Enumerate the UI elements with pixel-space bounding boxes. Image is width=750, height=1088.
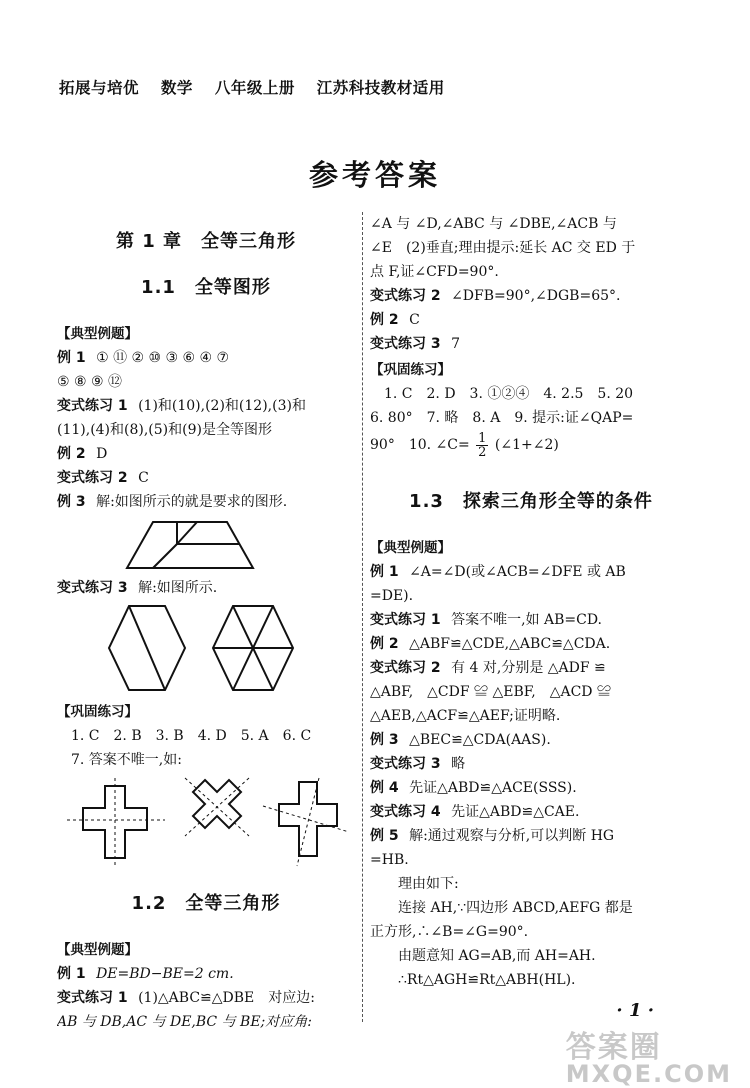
answer-line: [370, 430, 692, 460]
page-title: 参考答案: [308, 158, 441, 192]
watermark-text: 答案圈: [565, 1030, 662, 1065]
answer-text: (1)△ABC≌△DBE 对应边:: [138, 990, 315, 1006]
answer-line: [57, 986, 355, 1010]
answer-text: 先证△ABD≌△CAE.: [451, 804, 580, 820]
answer-line: ∠E (2)垂直;理由提示:延长 AC 交 ED 于: [370, 240, 636, 256]
answer-line: [370, 608, 692, 632]
header-subject: 数学: [160, 79, 193, 97]
answer-text: 有 4 对,分别是 △ADF ≌: [451, 660, 606, 676]
answer-text: 略: [451, 756, 466, 772]
watermark-url: MXQE.COM: [565, 1060, 732, 1088]
section-title-1-3: 1.3 探索三角形全等的条件: [409, 491, 653, 512]
answer-text: 90° 10. ∠C=: [370, 437, 470, 453]
answer-text: (1)和(10),(2)和(12),(3)和: [138, 398, 306, 414]
answer-label: 变式练习 1: [57, 990, 128, 1006]
answer-line: [57, 346, 355, 370]
answer-text: △BEC≌△CDA(AAS).: [409, 732, 551, 748]
answer-text: 解:如图所示.: [138, 580, 218, 596]
answer-label: 例 3: [370, 732, 399, 748]
trapezoid-figure: [57, 518, 355, 572]
answer-label: 变式练习 2: [57, 470, 128, 486]
answer-line: =HB.: [370, 852, 409, 868]
answer-line: [57, 394, 355, 418]
answer-line: [57, 962, 355, 986]
answer-line: 正方形,∴∠B=∠G=90°.: [370, 924, 529, 940]
answer-line: =DE).: [370, 588, 414, 604]
fraction: [476, 432, 488, 459]
answer-line: [370, 800, 692, 824]
answer-line: [370, 752, 692, 776]
answer-line: 理由如下:: [398, 876, 459, 892]
answer-line: 点 F,证∠CFD=90°.: [370, 264, 499, 280]
block-heading: 【巩固练习】: [370, 362, 451, 378]
answer-line: [57, 576, 355, 600]
page-number: · 1 ·: [616, 1000, 654, 1021]
answer-line: [57, 1010, 355, 1034]
answer-line: ∴Rt△AGH≌Rt△ABH(HL).: [398, 972, 576, 988]
answer-label: 变式练习 2: [370, 288, 441, 304]
answer-line: [370, 632, 692, 656]
answer-line: △AEB,△ACF≌△AEF;证明略.: [370, 708, 561, 724]
answer-label: 变式练习 3: [57, 580, 128, 596]
answer-text: 7: [451, 336, 460, 352]
header-book: 拓展与培优: [59, 79, 140, 97]
left-column: [57, 212, 355, 1034]
block-heading: 【典型例题】: [370, 540, 451, 556]
answer-label: 例 4: [370, 780, 399, 796]
answer-label: 变式练习 3: [370, 336, 441, 352]
answer-text: D: [96, 446, 108, 462]
answer-label: 变式练习 1: [370, 612, 441, 628]
answer-line: △ABF, △CDF ≌ △EBF, △ACD ≌: [370, 684, 611, 700]
answer-line: [370, 824, 692, 848]
answer-label: 例 2: [370, 636, 399, 652]
header-edition: 江苏科技教材适用: [316, 79, 445, 97]
answer-label: 变式练习 4: [370, 804, 441, 820]
answer-line: [57, 466, 355, 490]
fraction-numerator: 1: [478, 430, 487, 446]
answer-label: 例 1: [370, 564, 399, 580]
answer-label: 例 2: [370, 312, 399, 328]
answer-text: 答案不唯一,如 AB=CD.: [451, 612, 602, 628]
answer-line: [57, 442, 355, 466]
answer-line: ∠A 与 ∠D,∠ABC 与 ∠DBE,∠ACB 与: [370, 216, 617, 232]
answer-text: C: [409, 312, 420, 328]
column-divider: [362, 212, 363, 1022]
header-grade: 八年级上册: [214, 79, 295, 97]
answer-line: [370, 656, 692, 680]
answer-line: 由题意知 AG=AB,而 AH=AH.: [398, 948, 596, 964]
block-heading: 【典型例题】: [57, 326, 138, 342]
answer-label: 例 2: [57, 446, 86, 462]
answer-label: 例 1: [57, 350, 86, 366]
answer-label: 例 3: [57, 494, 86, 510]
answer-text: ∠DFB=90°,∠DGB=65°.: [451, 288, 621, 304]
answer-label: 变式练习 2: [370, 660, 441, 676]
answer-line: [370, 560, 692, 584]
answer-text: C: [138, 470, 149, 486]
chapter-title: 第 1 章 全等三角形: [115, 231, 297, 252]
answer-line: 连接 AH,∵四边形 ABCD,AEFG 都是: [398, 900, 633, 916]
answer-text: ① ⑪ ② ⑩ ③ ⑥ ④ ⑦: [96, 350, 230, 366]
block-heading: 【巩固练习】: [57, 704, 138, 720]
section-title-1-2: 1.2 全等三角形: [131, 893, 281, 914]
answer-text: (∠1+∠2): [494, 437, 559, 453]
answer-text: △ABF≌△CDE,△ABC≌△CDA.: [409, 636, 611, 652]
answer-line: 1. C 2. D 3. ①②④ 4. 2.5 5. 20: [384, 386, 634, 402]
answer-text: 解:如图所示的就是要求的图形.: [96, 494, 288, 510]
answer-line: ⑤ ⑧ ⑨ ⑫: [57, 374, 123, 390]
answer-line: [370, 776, 692, 800]
answer-label: 例 5: [370, 828, 399, 844]
block-heading: 【典型例题】: [57, 942, 138, 958]
answer-text: 先证△ABD≌△ACE(SSS).: [409, 780, 577, 796]
running-header: [59, 76, 461, 98]
answer-label: 变式练习 3: [370, 756, 441, 772]
answer-text: DE=BD−BE=2 cm.: [96, 966, 234, 982]
answer-line: 1. C 2. B 3. B 4. D 5. A 6. C: [71, 728, 312, 744]
watermark-logo: [566, 1022, 732, 1088]
answer-label: 例 1: [57, 966, 86, 982]
cross-figures: [57, 776, 355, 872]
hexagon-figures: [57, 604, 355, 696]
answer-line: [370, 308, 692, 332]
answer-line: [57, 490, 355, 514]
right-column: [370, 212, 692, 992]
answer-text: 解:通过观察与分析,可以判断 HG: [409, 828, 615, 844]
fraction-denominator: 2: [478, 444, 487, 460]
answer-line: [370, 332, 692, 356]
answer-label: 变式练习 1: [57, 398, 128, 414]
answer-line: 6. 80° 7. 略 8. A 9. 提示:证∠QAP=: [370, 410, 634, 426]
answer-line: 7. 答案不唯一,如:: [71, 752, 182, 768]
answer-line: [370, 284, 692, 308]
answer-line: [370, 728, 692, 752]
answer-line: (11),(4)和(8),(5)和(9)是全等图形: [57, 422, 272, 438]
answer-text: AB 与 DB,AC 与 DE,BC 与 BE;对应角:: [57, 1014, 312, 1030]
section-title-1-1: 1.1 全等图形: [141, 277, 271, 298]
answer-text: ∠A=∠D(或∠ACB=∠DFE 或 AB: [409, 564, 626, 580]
